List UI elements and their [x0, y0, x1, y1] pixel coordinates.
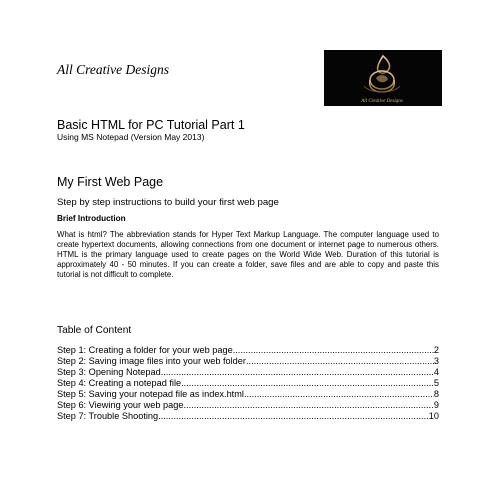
toc-page-number: 4: [433, 367, 439, 377]
toc-entry[interactable]: [57, 389, 439, 400]
document-title: Basic HTML for PC Tutorial Part 1: [57, 118, 245, 132]
toc-entry-label: Step 7: Trouble Shooting: [57, 411, 159, 421]
toc-leader: [233, 345, 434, 356]
logo-caption: All Creative Designs: [361, 99, 403, 104]
toc-entry[interactable]: [57, 356, 439, 367]
toc-entry[interactable]: [57, 400, 439, 411]
toc-entry-label: Step 2: Saving image files into your web folder: [57, 356, 246, 366]
toc-leader: [158, 411, 429, 422]
toc-leader: [181, 378, 434, 389]
toc-entry-label: Step 3: Opening Notepad: [57, 367, 161, 377]
logo-emblem-icon: [324, 50, 442, 106]
toc-entry[interactable]: [57, 378, 439, 389]
intro-paragraph: What is html? The abbreviation stands for Hyper Text Markup Language. The computer language used to create hypertext documents, allowing connections from one document or internet page to numerous others. HTML is the primary language used to create pages on the World Wide Web. Duration of this tutorial is approximately 40 - 50 minutes. If you can create a folder, save files and are able to copy and paste this tutorial is not difficult to complete.: [57, 230, 439, 279]
table-of-contents: [57, 345, 439, 422]
toc-entry-label: Step 1: Creating a folder for your web page: [57, 345, 233, 355]
toc-page-number: 3: [433, 356, 439, 366]
company-logo: [324, 50, 442, 106]
toc-entry[interactable]: [57, 345, 439, 356]
page-tagline: Step by step instructions to build your first web page: [57, 197, 279, 208]
brand-name: All Creative Designs: [57, 62, 169, 77]
toc-leader: [246, 356, 434, 367]
page-heading: My First Web Page: [57, 175, 164, 189]
toc-leader: [184, 400, 434, 411]
toc-page-number: 9: [433, 400, 439, 410]
toc-leader: [161, 367, 434, 378]
toc-entry[interactable]: [57, 367, 439, 378]
toc-page-number: 10: [428, 411, 439, 421]
toc-page-number: 2: [433, 345, 439, 355]
intro-heading: Brief Introduction: [57, 214, 126, 223]
toc-page-number: 5: [433, 378, 439, 388]
toc-entry[interactable]: [57, 411, 439, 422]
toc-entry-label: Step 5: Saving your notepad file as index.html: [57, 389, 244, 399]
toc-leader: [244, 389, 434, 400]
toc-entry-label: Step 6: Viewing your web page: [57, 400, 184, 410]
toc-page-number: 8: [433, 389, 439, 399]
toc-entry-label: Step 4: Creating a notepad file: [57, 378, 182, 388]
document-subtitle: Using MS Notepad (Version May 2013): [57, 132, 205, 142]
toc-heading: Table of Content: [57, 325, 132, 336]
